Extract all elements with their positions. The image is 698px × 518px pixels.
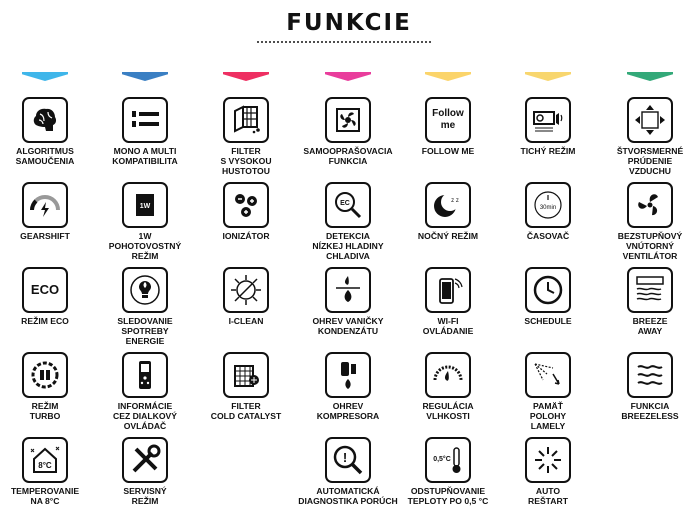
svg-text:1W: 1W: [139, 203, 151, 210]
svg-text:z z: z z: [451, 198, 459, 204]
feature-label: BREEZE AWAY: [632, 316, 668, 336]
self-cleaning-fan-icon: [325, 97, 371, 143]
feature-tile: [498, 182, 598, 241]
eco-icon: ECO: [22, 267, 68, 313]
feature-label: SERVISNÝ REŽIM: [123, 486, 167, 506]
follow-me-icon: Follow me: [425, 97, 471, 143]
feature-tile: [498, 352, 598, 431]
feature-tile: [498, 437, 598, 506]
feature-tile: [600, 182, 698, 261]
feature-label: BEZSTUPŇOVÝ VNÚTORNÝ VENTILÁTOR: [617, 231, 683, 261]
feature-tile: [95, 437, 195, 506]
feature-label: AUTO REŠTART: [528, 486, 568, 506]
feature-label: ŠTVORSMERNÉ PRÚDENIE VZDUCHU: [616, 146, 684, 176]
column-marker: [525, 72, 571, 81]
half-degree-thermometer-icon: [425, 437, 471, 483]
feature-label: WI-FI OVLÁDANIE: [422, 316, 474, 336]
feature-tile: [498, 97, 598, 156]
feature-label: NOČNÝ REŽIM: [417, 231, 479, 241]
breezeless-icon: [627, 352, 673, 398]
high-density-filter-icon: [223, 97, 269, 143]
feature-tile: [398, 352, 498, 421]
feature-tile: [196, 97, 296, 176]
feature-label: PAMÄŤ POLOHY LAMELY: [529, 401, 567, 431]
feature-label: FILTER S VYSOKOU HUSTOTOU: [220, 146, 272, 176]
svg-text:8°C: 8°C: [38, 461, 52, 470]
column-marker: [122, 72, 168, 81]
standby-1w-icon: [122, 182, 168, 228]
feature-tile: [95, 97, 195, 166]
feature-label: OHREV KOMPRESORA: [316, 401, 380, 421]
compressor-heater-icon: [325, 352, 371, 398]
svg-text:EC: EC: [340, 200, 350, 207]
breeze-away-icon: [627, 267, 673, 313]
auto-restart-icon: [525, 437, 571, 483]
feature-label: FOLLOW ME: [421, 146, 475, 156]
svg-text:0,5°C: 0,5°C: [433, 456, 451, 463]
ionizer-icon: [223, 182, 269, 228]
feature-tile: [600, 352, 698, 421]
svg-text:!: !: [342, 450, 348, 465]
feature-tile: [398, 437, 498, 506]
feature-label: INFORMÁCIE CEZ DIALKOVÝ OVLÁDAČ: [113, 401, 177, 431]
feature-tile: [600, 267, 698, 336]
feature-tile: [298, 182, 398, 261]
timer-icon: [525, 182, 571, 228]
night-mode-icon: [425, 182, 471, 228]
schedule-clock-icon: [525, 267, 571, 313]
feature-label: SLEDOVANIE SPOTREBY ENERGIE: [117, 316, 173, 346]
louver-memory-icon: [525, 352, 571, 398]
feature-tile: [298, 352, 398, 421]
feature-tile: [0, 182, 95, 241]
feature-label: TEMPEROVANIE NA 8°C: [10, 486, 80, 506]
energy-monitor-bulb-icon: [122, 267, 168, 313]
feature-label: FUNKCIA BREEZELESS: [621, 401, 679, 421]
feature-label: OHREV VANIČKY KONDENZÁTU: [312, 316, 384, 336]
humidity-gauge-icon: [425, 352, 471, 398]
feature-tile: [298, 267, 398, 336]
feature-tile: [398, 97, 498, 156]
cold-catalyst-filter-icon: [223, 352, 269, 398]
feature-tile: [0, 97, 95, 166]
silent-mode-icon: [525, 97, 571, 143]
mono-multi-icon: [122, 97, 168, 143]
feature-tile: [398, 182, 498, 241]
column-marker: [22, 72, 68, 81]
column-marker: [223, 72, 269, 81]
brain-icon: [22, 97, 68, 143]
feature-tile: [196, 267, 296, 326]
column-marker: [425, 72, 471, 81]
feature-tile: [95, 352, 195, 431]
feature-label: MONO A MULTI KOMPATIBILITA: [112, 146, 178, 166]
feature-tile: [0, 352, 95, 421]
feature-tile: [196, 182, 296, 241]
feature-label: TICHÝ REŽIM: [520, 146, 576, 156]
tray-heater-icon: [325, 267, 371, 313]
feature-label: ČASOVAČ: [526, 231, 570, 241]
title-underline: [256, 41, 432, 43]
feature-tile: [0, 437, 95, 506]
feature-tile: [600, 97, 698, 176]
feature-label: 1W POHOTOVOSTNÝ REŽIM: [108, 231, 182, 261]
service-tools-icon: [122, 437, 168, 483]
feature-label: I-CLEAN: [228, 316, 264, 326]
frost-protection-house-icon: [22, 437, 68, 483]
column-marker: [627, 72, 673, 81]
feature-label: SAMOOPRAŠOVACIA FUNKCIA: [303, 146, 393, 166]
column-marker: [325, 72, 371, 81]
feature-label: AUTOMATICKÁ DIAGNOSTIKA PORÚCH: [298, 486, 398, 506]
feature-label: IONIZÁTOR: [222, 231, 270, 241]
feature-tile: [0, 267, 95, 326]
gearshift-gauge-icon: [22, 182, 68, 228]
feature-tile: [196, 352, 296, 421]
feature-label: GEARSHIFT: [20, 231, 70, 241]
feature-label: FILTER COLD CATALYST: [210, 401, 282, 421]
self-diagnosis-icon: [325, 437, 371, 483]
feature-tile: [498, 267, 598, 326]
i-clean-icon: [223, 267, 269, 313]
feature-label: DETEKCIA NÍZKEJ HLADINY CHLADIVA: [312, 231, 384, 261]
wifi-phone-icon: [425, 267, 471, 313]
refrigerant-detection-icon: [325, 182, 371, 228]
svg-text:30min: 30min: [539, 205, 557, 211]
four-way-airflow-icon: [627, 97, 673, 143]
feature-label: ODSTUPŇOVANIE TEPLOTY PO 0,5 °C: [407, 486, 489, 506]
feature-label: REŽIM ECO: [21, 316, 69, 326]
feature-tile: [298, 97, 398, 166]
stepless-fan-icon: [627, 182, 673, 228]
feature-tile: [95, 267, 195, 346]
feature-tile: [298, 437, 398, 506]
feature-tile: [398, 267, 498, 336]
remote-control-icon: [122, 352, 168, 398]
feature-label: ALGORITMUS SAMOUČENIA: [15, 146, 75, 166]
feature-label: SCHEDULE: [524, 316, 572, 326]
feature-tile: [95, 182, 195, 261]
page-title: FUNKCIE: [286, 10, 412, 36]
feature-label: REŽIM TURBO: [29, 401, 61, 421]
feature-label: REGULÁCIA VLHKOSTI: [422, 401, 474, 421]
turbo-fan-icon: [22, 352, 68, 398]
